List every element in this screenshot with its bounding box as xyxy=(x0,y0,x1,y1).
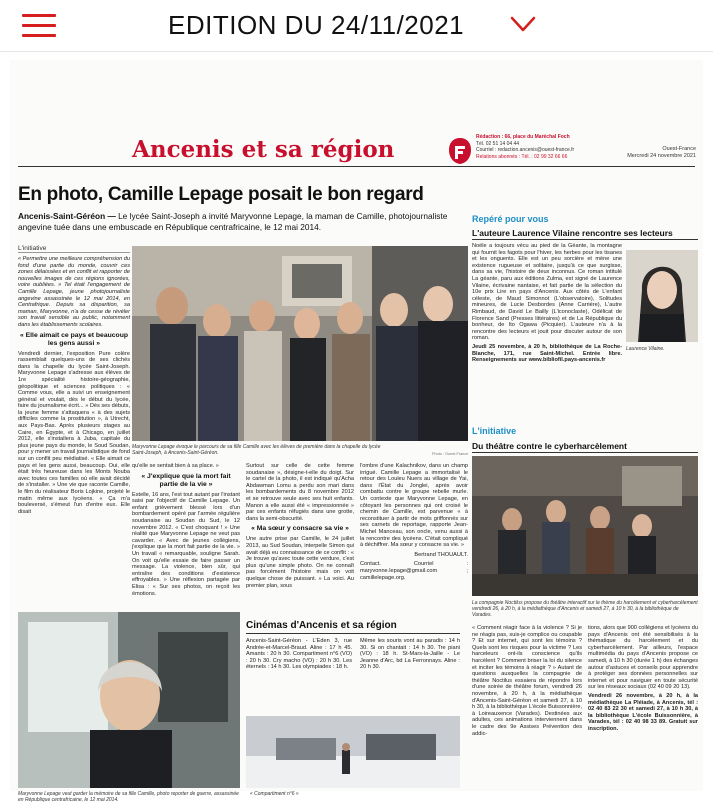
reperes-kicker: Repéré pour vous xyxy=(472,214,549,224)
divider xyxy=(246,633,460,634)
reperes-title: L'auteure Laurence Vilaine rencontre ses lecteurs xyxy=(472,228,673,238)
article-kicker: L'initiative xyxy=(18,245,130,253)
edition-title: EDITION DU 24/11/2021 xyxy=(168,10,465,40)
divider xyxy=(472,452,698,453)
section-title: Ancenis et sa région xyxy=(132,136,395,163)
classroom-photo-caption: Maryvonne Lepage évoque le parcours de sa fille Camille avec les élèves de première dans la chapelle du lycée Saint-Joseph, à Ancenis-Saint-Géréon. xyxy=(132,444,381,456)
article-column-2: qu'elle se sentait bien à sa place. » « J'explique que la mort fait partie de la vie » Estelle, 16 ans, l'est tout autant par l'instant saisi par l'objectif de Camille Lepage. Un enfant grièvement blessé lors d'un bombardement opéré par l'armée régulière soudanaise au Soudan du Sud, le 12 novembre 2012. « C'est choquant ! » Une réalité que Maryvonne Lepage ne veut pas cavarder. « Avec de jeunes collégiens, j'explique que la mort fait partie de la vie. » Un travail « remarquable, souligne Sarah. On voit qu'elle essaie de faire passer un message. La violence, bien sûr, qui entraîne des conditions d'existence effroyables. » Une réflexion partagée par Elisa : « Sur ses photos, on reçoit les émotions. xyxy=(132,463,240,597)
classroom-photo-credit: Photo : Ouest-France xyxy=(432,452,469,456)
ouest-france-logo-icon xyxy=(448,137,472,165)
cinemas-column-2: Même les souris vont au paradis : 14 h 30. Si on chantait : 14 h 30. Tre piani (VO) : 18 h. St-Mars-la-Jaille - Le Jeanne d'Arc, bd La Ferronnays. Aline : 20 h 30. xyxy=(360,638,460,671)
classroom-photo[interactable] xyxy=(132,246,468,441)
divider xyxy=(18,166,695,167)
hamburger-menu-icon[interactable] xyxy=(22,14,56,38)
initiative-kicker: L'initiative xyxy=(472,426,517,436)
author-photo-caption: Laurence Vilaine. xyxy=(626,346,665,352)
cinemas-column-1: Ancenis-Saint-Géréon - L'Eden 3, rue Andrée-et-Marcel-Braud. Aline : 17 h 45. Amants : 20 h 30. Compartiment n°6 (VO) : 20 h 30. Cry macho (VO) : 20 h 30. Les éternels : 14 h 30. Les olympiades : 18 h. xyxy=(246,638,352,671)
newspaper-page[interactable] xyxy=(10,60,703,803)
article-headline: En photo, Camille Lepage posait le bon regard xyxy=(18,184,424,205)
divider xyxy=(472,239,698,240)
portrait-photo[interactable] xyxy=(18,612,240,788)
theatre-photo[interactable] xyxy=(472,456,698,596)
initiative-column-1: « Comment réagir face à la violence ? Si je ne réagis pas, suis-je complice ou coupable ? Et sur internet, qui sont les témoins ? Quels sont les risques pour la victime ? Les harceleurs ont-ils conscience qu'ils harcèlent ? Comment briser la loi du silence et inciter les témoins à réagir ? » Autant de questions auxquelles la compagnie de théâtre Noctilus essaiera de répondre lors d'une soirée de théâtre forum, vendredi 26 novembre, à 20 h, à la médiathèque d'Ancenis-Saint-Géréon et samedi 27, à 10 h 30, à la bibliothèque L'école Buissonnière, à Loireauxence (Varades). Destinées aux adultes, ces animations interviennent dans le cadre des 9e Assises Prévention des addic- xyxy=(472,625,582,737)
author-photo[interactable] xyxy=(626,250,698,342)
article-column-1: « Permettre une meilleure compréhension du fond d'une partie du monde, couvrir ces zones délaissées et en conflit et rapporter de nouvelles images de ces régions ignorées, voire oubliées. » Tel était l'engagement de Camille Lepage, jeune photojournaliste angevine assassinée le 12 mai 2014, en Centrafrique. Depuis sa disparition, sa maman, Maryvonne, n'a de cesse de révéler son travail sensible au public, notamment dans les établissements scolaires. « Elle aimait ce pays et beaucoup les gens aussi » Vendredi dernier, l'exposition Pure colère rassemblait quelques-uns de ses clichés dans la chapelle du lycée Saint-Joseph. Maryvonne Lepage s'adresse aux élèves de 1re spécialité histoire-géographie, géopolitique et sciences politiques : « Comme vous, elle a suivi un enseignement général et voulait, dès le début du lycée, faire du journalisme écrit... » Dès ses débuts, la jeune femme s'attaquera « à des sujets difficiles comme la prostitution », à Utrecht, aux Pays-Bas. Après plusieurs stages au Caire, en Égypte, et à Chicago, en juillet 2012, elle s'installera à Juba, capitale du plus jeune pays du monde, le Soud Soudan, pour y mener un travail journalistique de fond sur un conflit peu médiatisé. « Elle aimait ce pays et les gens aussi, beaucoup. Oui, elle était très heureuse dans les Monts Nouba avec toutes ces familles où elle avait décidé de s'installer. » Une vie que raconte Camille, le film du réalisateur Boris Lojkine, projeté le matin même aux lycéens. « Ça m'a bouleversé, s'émeut l'un d'entre eux. Elle disait xyxy=(18,256,130,515)
cinema-photo[interactable] xyxy=(246,716,460,788)
publication-info: Ouest-France Mercredi 24 novembre 2021 xyxy=(627,146,696,159)
article-column-4: l'ombre d'une Kalachnikov, dans un champ irrigué. Camille Lepage a immortalisé le retour des Louleu Nuers au village de Yai, dans l'État du Jonglei, après avoir combattu contre le groupe rebelle murle. Un contexte que Maryvonne Lepage, en côtoyant les personnes qui ont croisé le chemin de Camille, est parvenue « à reconstituer à partir de mots griffonnés sur ses carnets de reportage, rapporte Jean-Michel Manceau, son oncle, venu aussi à la rencontre des lycéens. C'était compliqué à déchiffrer. Ma sœur y consacre sa vie. » Bertrand THOUAULT. Contact. Courriel : maryvonne.lepage@gmail.com ; camillelepage.org. xyxy=(360,463,468,581)
theatre-photo-caption: La compagnie Noctilus propose du théâtre interactif sur le thème du harcèlement et cyberharcèlement vendredi 26, à 20 h, à la médiathèque d'Ancenis et samedi 27, à 10 h 30, à la bibliothèque de Varades. xyxy=(472,600,698,618)
portrait-photo-caption: Maryvonne Lepage veut garder la mémoire de sa fille Camille, photo reporter de guerre, assassinée en République centrafricaine, le 12 mai 2014. xyxy=(18,791,239,803)
reperes-text: Noële a toujours vécu au pied de la Géante, la montagne qui fournit les fagots pour l'hiver, les herbes pour les tisanes et les onguents. Elle est un peu sorcière et mène une existence rugueuse et solitaire, jusqu'à ce que surgisse, dans sa vie, l'histoire de deux inconnus. Ce roman intitulé La géante, paru aux éditions Zulma, est signé de Laurence Vilaine, écrivaine nantaise, et fait partie de la sélection du 10e prix Lire en pays d'Ancenis. Aux côtés de L'enfant céleste, de Maud Simonnot (L'observatoire), Solitudes mineures, de Lucie Desbordes (Anne Carrière), L'autre Rimbaud, de David Le Bailly (L'iconoclaste), Odélicat de Florence Sand (Presses littéraires) et de La République du bonheur, de Ito Ogawa (Picquier). L'auteure n'a à la rencontre des lecteurs et jouit pour discuter autour de son roman. Jeudi 25 novembre, à 20 h, bibliothèque de La Roche-Blanche, 171, rue Saint-Michel. Entrée libre. Renseignements sur www.bibliofil.pays-ancenis.fr xyxy=(472,243,622,364)
cinemas-title: Cinémas d'Ancenis et sa région xyxy=(246,620,397,631)
article-lead: Ancenis-Saint-Géréon — Le lycée Saint-Joseph a invité Maryvonne Lepage, la maman de Camille, photojournaliste angevine tuée dans une embuscade en République centrafricaine, le 12 mai 2014. xyxy=(18,211,448,232)
newsroom-contact: Rédaction : 66, place du Maréchal Foch Tél. 02 51 14 04 44 Courriel : redaction.ancenis@ouest-france.fr Relations abonnés : Tél. : 02 99 32 66 66 xyxy=(476,134,575,160)
cinema-photo-caption: « Compartiment n°6 » xyxy=(250,791,299,797)
page-masthead xyxy=(10,130,703,170)
article-column-3: Surtout sur celle de cette femme soudanaise », désigne-t-elle du doigt. Sur le cartel de la photo, il est indiqué qu'Acha Abdawman Lomu a perdu son mari dans les bombardements du 8 novembre 2012 et se retrouve seule avec ses huit enfants. Manon a elle aussi été « impressionnée » par ces enfants réfugiés dans une grotte, dans la semi-obscurité. « Ma sœur y consacre sa vie » Une autre prise par Camille, le 24 juillet 2013, au Sud Soudan, interpelle Simon qui avait déjà eu connaissance de ce conflit : « Je trouve qu'avec toute cette verdure, c'est plus qu'une simple photo. On ne connaît pas forcément l'histoire mais on voit quelque chose de puissant. » La voici. Au premier plan, sous xyxy=(246,463,354,589)
initiative-title: Du théâtre contre le cyberharcèlement xyxy=(472,441,627,451)
chevron-down-icon[interactable] xyxy=(508,12,538,36)
initiative-column-2: tions, alors que 900 collégiens et lycéens du pays d'Ancenis ont été sensibilisés à la thématique du harcèlement et du cyberharcèlement. Par ailleurs, l'espace multimédia du pays d'Ancenis propose ce samedi, à 10 h 30 (durée 1 h) des échanges autour d'astuces et conseils pour apprendre à protéger ses données personnelles sur internet et pour naviguer en toute sécurité sur les réseaux sociaux (02 40 09 20 13). Vendredi 26 novembre, à 20 h, à la médiathèque La Pléiade, à Ancenis, tél : 02 40 83 22 30 et samedi 27, à 10 h 30, à la bibliothèque L'école Buissonnière, à Varades, tél : 02 40 98 33 89. Gratuit sur inscription. xyxy=(588,625,698,732)
top-bar xyxy=(0,0,713,52)
